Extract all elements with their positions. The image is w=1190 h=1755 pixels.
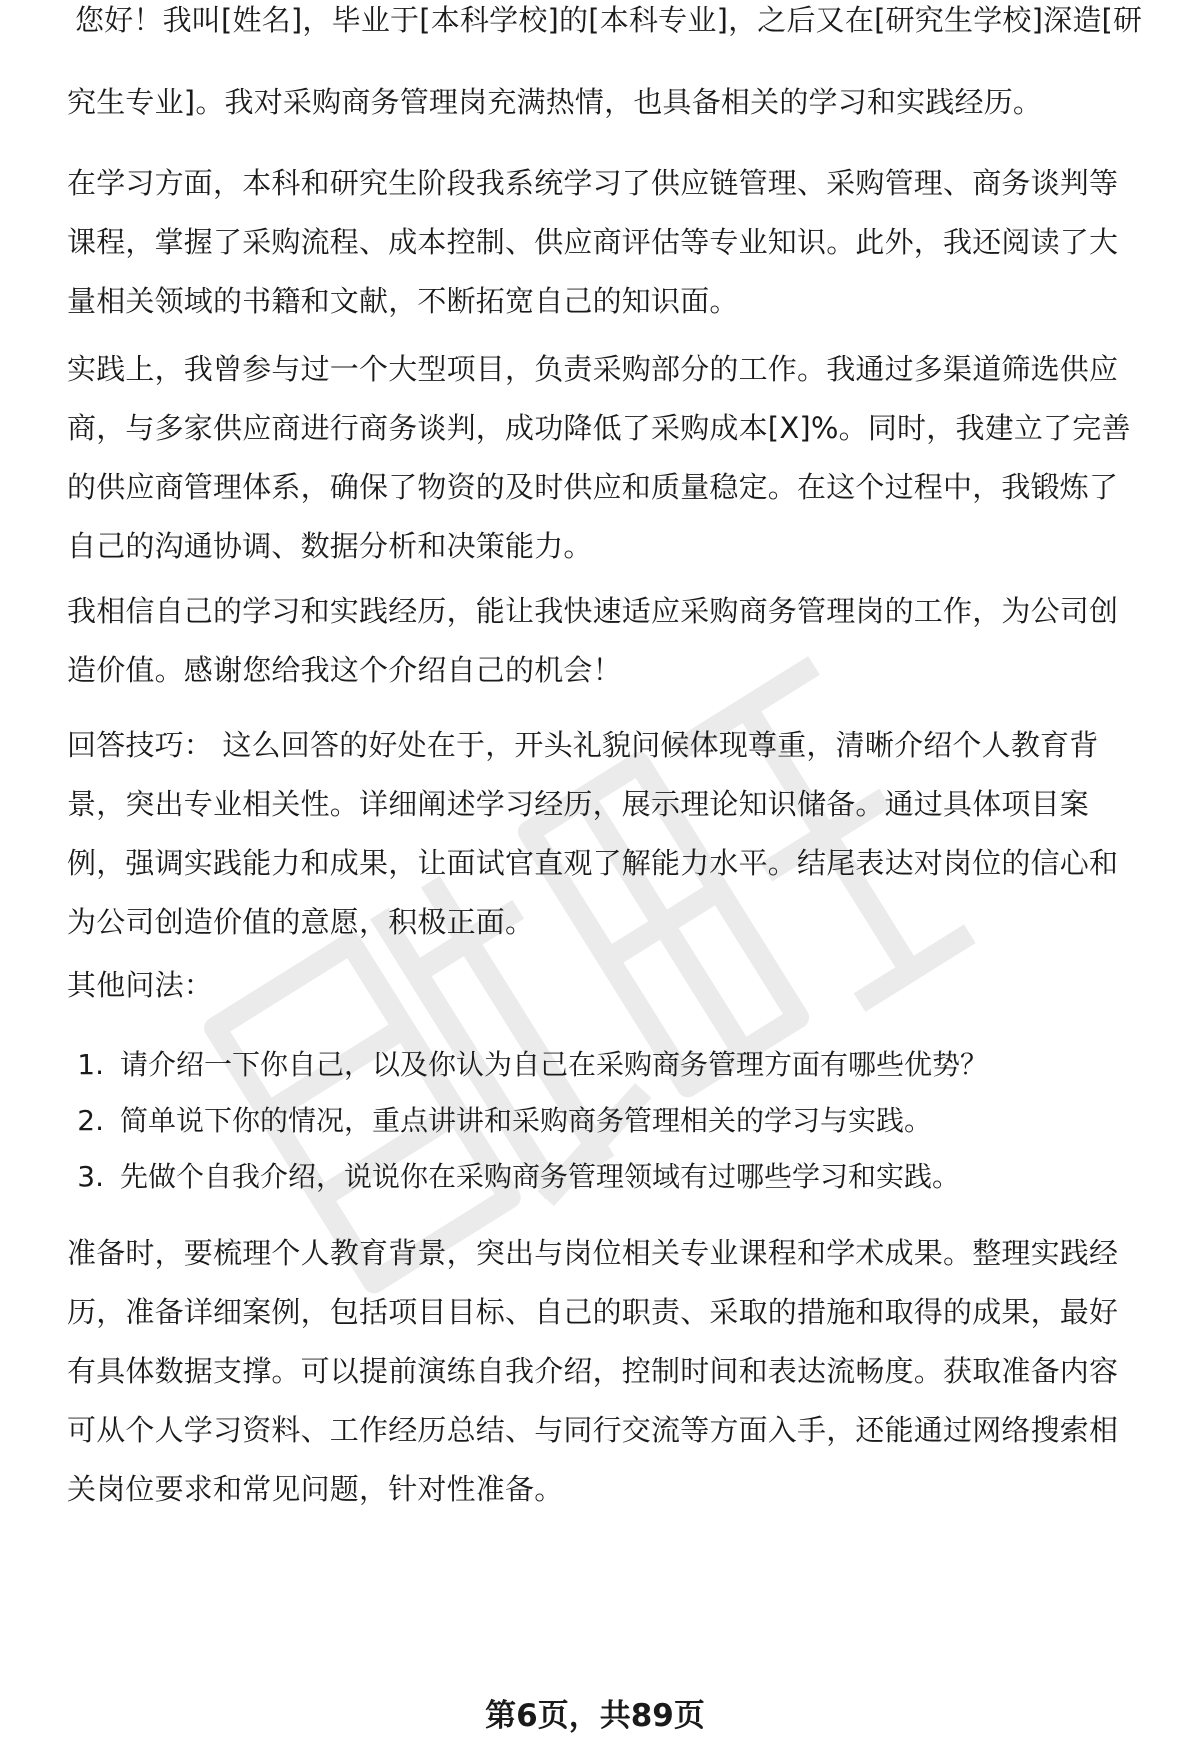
- text-line: 回答技巧： 这么回答的好处在于，开头礼貌问候体现尊重，清晰介绍个人教育背: [67, 728, 1099, 762]
- paragraph-closing: [67, 582, 1118, 700]
- cut-off-line: [75, 3, 1165, 59]
- list-item: [65, 1093, 1155, 1149]
- text-line: 我相信自己的学习和实践经历，能让我快速适应采购商务管理岗的工作，为公司创: [67, 594, 1119, 628]
- text-line: 准备时，要梳理个人教育背景，突出与岗位相关专业课程和学术成果。整理实践经: [67, 1236, 1119, 1270]
- paragraph-preparation: [67, 1224, 1118, 1519]
- list-text: 简单说下你的情况，重点讲讲和采购商务管理相关的学习与实践。: [120, 1104, 933, 1137]
- text-line: 为公司创造价值的意愿，积极正面。: [67, 905, 535, 939]
- paragraph-intro-end: 究生专业]。我对采购商务管理岗充满热情，也具备相关的学习和实践经历。: [67, 85, 1043, 119]
- text-line: 商，与多家供应商进行商务谈判，成功降低了采购成本[X]%。同时，我建立了完善: [67, 411, 1131, 445]
- cut-off-text: 您好！我叫[姓名]，毕业于[本科学校]的[本科专业]，之后又在[研究生学校]深造[研: [75, 3, 1143, 37]
- text-line: 有具体数据支撑。可以提前演练自我介绍，控制时间和表达流畅度。获取准备内容: [67, 1354, 1119, 1388]
- text-line: 关岗位要求和常见问题，针对性准备。: [67, 1472, 564, 1506]
- text-line: 在学习方面，本科和研究生阶段我系统学习了供应链管理、采购管理、商务谈判等: [67, 166, 1119, 200]
- list-number: 1.: [77, 1048, 104, 1081]
- paragraph-study: [67, 154, 1118, 331]
- paragraph-practice: [67, 340, 1131, 576]
- text-line: 实践上，我曾参与过一个大型项目，负责采购部分的工作。我通过多渠道筛选供应: [67, 352, 1119, 386]
- list-number: 3.: [77, 1160, 104, 1193]
- list-item: [65, 1149, 1155, 1205]
- text-line: 可从个人学习资料、工作经历总结、与同行交流等方面入手，还能通过网络搜索相: [67, 1413, 1119, 1447]
- text-line: 课程，掌握了采购流程、成本控制、供应商评估等专业知识。此外，我还阅读了大: [67, 225, 1119, 259]
- text-line: 造价值。感谢您给我这个介绍自己的机会！: [67, 653, 622, 687]
- text-line: 的供应商管理体系，确保了物资的及时供应和质量稳定。在这个过程中，我锻炼了: [67, 470, 1119, 504]
- list-text: 先做个自我介绍，说说你在采购商务管理领域有过哪些学习和实践。: [120, 1160, 961, 1193]
- other-questions-list: [65, 1037, 1155, 1205]
- text-line: 自己的沟通协调、数据分析和决策能力。: [67, 529, 593, 563]
- list-text: 请介绍一下你自己，以及你认为自己在采购商务管理方面有哪些优势？: [120, 1048, 989, 1081]
- list-number: 2.: [77, 1104, 104, 1137]
- text-line: 历，准备详细案例，包括项目目标、自己的职责、采取的措施和取得的成果，最好: [67, 1295, 1119, 1329]
- text-line: 景，突出专业相关性。详细阐述学习经历，展示理论知识储备。通过具体项目案: [67, 787, 1090, 821]
- text-line: 例，强调实践能力和成果，让面试官直观了解能力水平。结尾表达对岗位的信心和: [67, 846, 1119, 880]
- paragraph-answer-tips: [67, 716, 1118, 952]
- page-number: 第6页，共89页: [485, 1698, 705, 1734]
- text-line: 量相关领域的书籍和文献，不断拓宽自己的知识面。: [67, 284, 739, 318]
- list-item: [65, 1037, 1155, 1093]
- other-questions-heading: 其他问法：: [67, 968, 214, 1002]
